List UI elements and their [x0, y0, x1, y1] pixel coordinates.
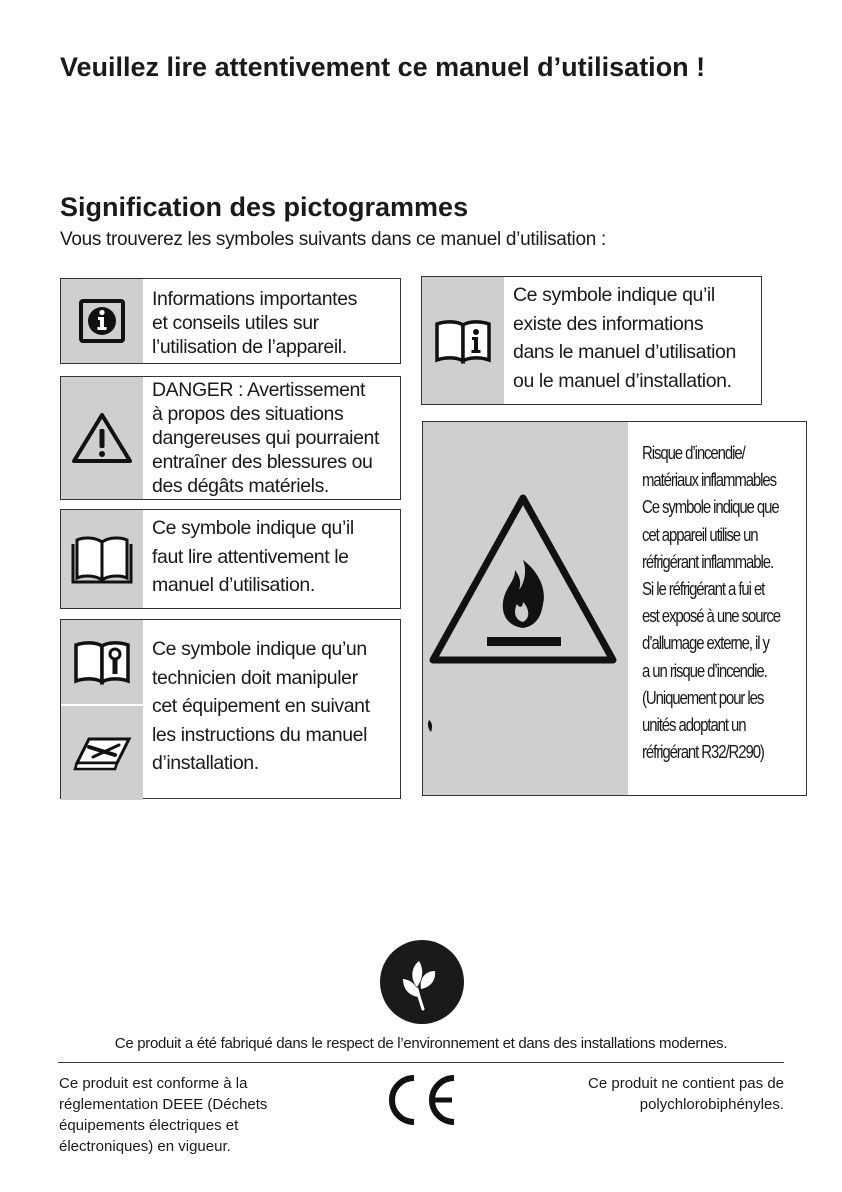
- read-manual-line: manuel d’utilisation.: [152, 574, 315, 596]
- weee-line: réglementation DEEE (Déchets: [59, 1096, 268, 1113]
- technician-line: d’installation.: [152, 752, 259, 774]
- flammable-line: Risque d’incendie/: [642, 443, 745, 463]
- pictogram-read-manual-box: [60, 509, 401, 609]
- section-title: Signification des pictogrammes: [60, 192, 469, 222]
- flammable-line: d’allumage externe, il y: [642, 633, 769, 654]
- flammable-line: cet appareil utilise un: [642, 524, 758, 545]
- ce-mark-icon: [384, 1073, 460, 1127]
- flammable-line: est exposé à une source: [642, 606, 780, 627]
- manual-info-icon: [422, 277, 504, 404]
- manual-info-line: existe des informations: [513, 312, 704, 335]
- pictogram-info-box: [60, 278, 401, 364]
- flammable-line: a un risque d’incendie.: [642, 660, 767, 681]
- weee-line: Ce produit est conforme à la: [59, 1075, 248, 1092]
- danger-line: des dégâts matériels.: [152, 475, 329, 497]
- page-title: Veuillez lire attentivement ce manuel d’utilisation !: [60, 52, 706, 82]
- technician-line: technicien doit manipuler: [152, 666, 358, 689]
- pcb-line: polychlorobiphényles.: [639, 1096, 784, 1113]
- manual-info-line: Ce symbole indique qu’il: [513, 284, 715, 306]
- flammable-line: Ce symbole indique que: [642, 497, 779, 518]
- manual-info-line: dans le manuel d’utilisation: [513, 341, 736, 363]
- pcb-line: Ce produit ne contient pas de: [588, 1075, 784, 1092]
- weee-line: équipements électriques et: [59, 1117, 239, 1134]
- pcb-statement: [500, 1073, 784, 1115]
- manual-info-line: ou le manuel d’installation.: [513, 369, 732, 392]
- technician-line: Ce symbole indique qu’un: [152, 638, 367, 660]
- read-manual-line: faut lire attentivement le: [152, 545, 349, 568]
- pictogram-danger-box: [60, 376, 401, 500]
- read-manual-line: Ce symbole indique qu’il: [152, 517, 354, 539]
- flammable-line: réfrigérant R32/R290): [642, 742, 764, 763]
- flammable-line: matériaux inflammables: [642, 470, 777, 491]
- weee-statement: [59, 1073, 339, 1157]
- flammable-line: (Uniquement pour les: [642, 687, 764, 708]
- pictogram-flammable-box: [422, 421, 807, 796]
- danger-line: entraîner des blessures ou: [152, 451, 373, 473]
- info-line: l’utilisation de l’appareil.: [152, 336, 347, 358]
- open-book-icon: [61, 510, 143, 608]
- danger-line: à propos des situations: [152, 403, 344, 425]
- technician-line: les instructions du manuel: [152, 723, 368, 746]
- info-line: et conseils utiles sur: [152, 312, 319, 334]
- flammable-line: Si le réfrigérant a fui et: [642, 579, 765, 600]
- tools-book-icon: [61, 706, 143, 800]
- danger-line: DANGER : Avertissement: [152, 379, 365, 401]
- manual-wrench-icon: [61, 620, 143, 704]
- warning-triangle-icon: [61, 377, 143, 499]
- info-line: Informations importantes: [152, 288, 357, 310]
- technician-line: cet équipement en suivant: [152, 695, 370, 717]
- flammable-warning-icon: [423, 422, 628, 795]
- divider: [58, 1062, 784, 1063]
- eco-leaf-icon: [379, 939, 465, 1025]
- pictogram-technician-box: [60, 619, 401, 799]
- weee-line: électroniques) en vigueur.: [59, 1138, 231, 1155]
- flammable-line: unités adoptant un: [642, 715, 746, 736]
- flammable-line: réfrigérant inflammable.: [642, 551, 774, 572]
- danger-line: dangereuses qui pourraient: [152, 427, 380, 449]
- pictogram-manual-info-box: [421, 276, 762, 405]
- environment-statement: Ce produit a été fabriqué dans le respect de l’environnement et dans des installations modernes.: [114, 1035, 728, 1052]
- section-subtitle: Vous trouverez les symboles suivants dans ce manuel d’utilisation :: [60, 229, 606, 250]
- info-icon: [61, 279, 143, 363]
